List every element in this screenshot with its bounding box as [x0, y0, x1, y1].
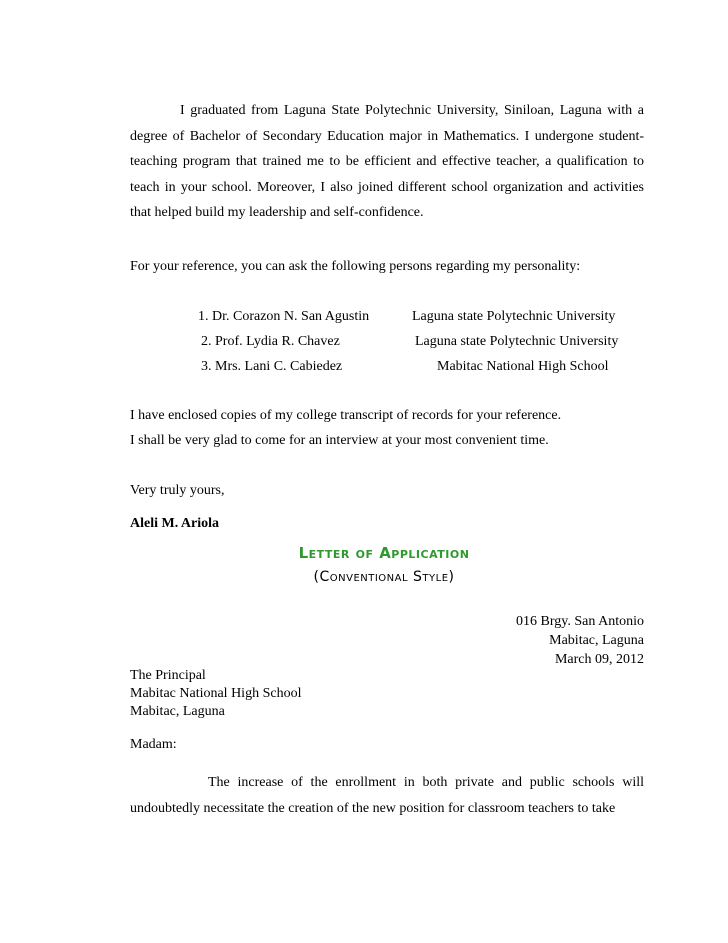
- salutation: Madam:: [130, 737, 177, 752]
- reference-intro: For your reference, you can ask the following persons regarding my personality:: [130, 259, 581, 274]
- reference-name: 1. Dr. Corazon N. San Agustin: [198, 309, 370, 324]
- interview-line: I shall be very glad to come for an interview at your most convenient time.: [130, 433, 549, 448]
- reference-institution: Laguna state Polytechnic University: [412, 309, 616, 324]
- letter-date: March 09, 2012: [554, 652, 644, 667]
- reference-institution: Mabitac National High School: [437, 359, 609, 374]
- recipient-line1: The Principal: [130, 668, 206, 683]
- recipient-line3: Mabitac, Laguna: [130, 704, 225, 719]
- recipient-line2: Mabitac National High School: [130, 686, 302, 701]
- signatory-name: Aleli M. Ariola: [130, 516, 220, 531]
- sender-address-line1: 016 Brgy. San Antonio: [516, 614, 644, 629]
- body-paragraph-text: The increase of the enrollment in both private and public schools will undoubtedly necessitate the creation of the new position for classroom teachers to take: [130, 775, 644, 816]
- reference-institution: Laguna state Polytechnic University: [415, 334, 619, 349]
- section-subtitle: (Conventional Style): [313, 569, 455, 585]
- intro-paragraph: [130, 98, 644, 226]
- reference-name: 3. Mrs. Lani C. Cabiedez: [201, 359, 343, 374]
- section-title: Letter of Application: [298, 544, 470, 562]
- intro-paragraph-text: I graduated from Laguna State Polytechnic University, Siniloan, Laguna with a degree of Bachelor of Secondary Education major in Mathematics. I undergone student-teaching program that trained me to be efficient and effective teacher, a qualification to teach in your school. Moreover, I also joined different school organization and activities that helped build my leadership and self-confidence.: [130, 103, 644, 221]
- body-paragraph: [130, 770, 644, 821]
- sender-address-line2: Mabitac, Laguna: [549, 633, 644, 648]
- closing: Very truly yours,: [130, 483, 225, 498]
- enclosure-line: I have enclosed copies of my college transcript of records for your reference.: [130, 408, 562, 423]
- reference-name: 2. Prof. Lydia R. Chavez: [201, 334, 340, 349]
